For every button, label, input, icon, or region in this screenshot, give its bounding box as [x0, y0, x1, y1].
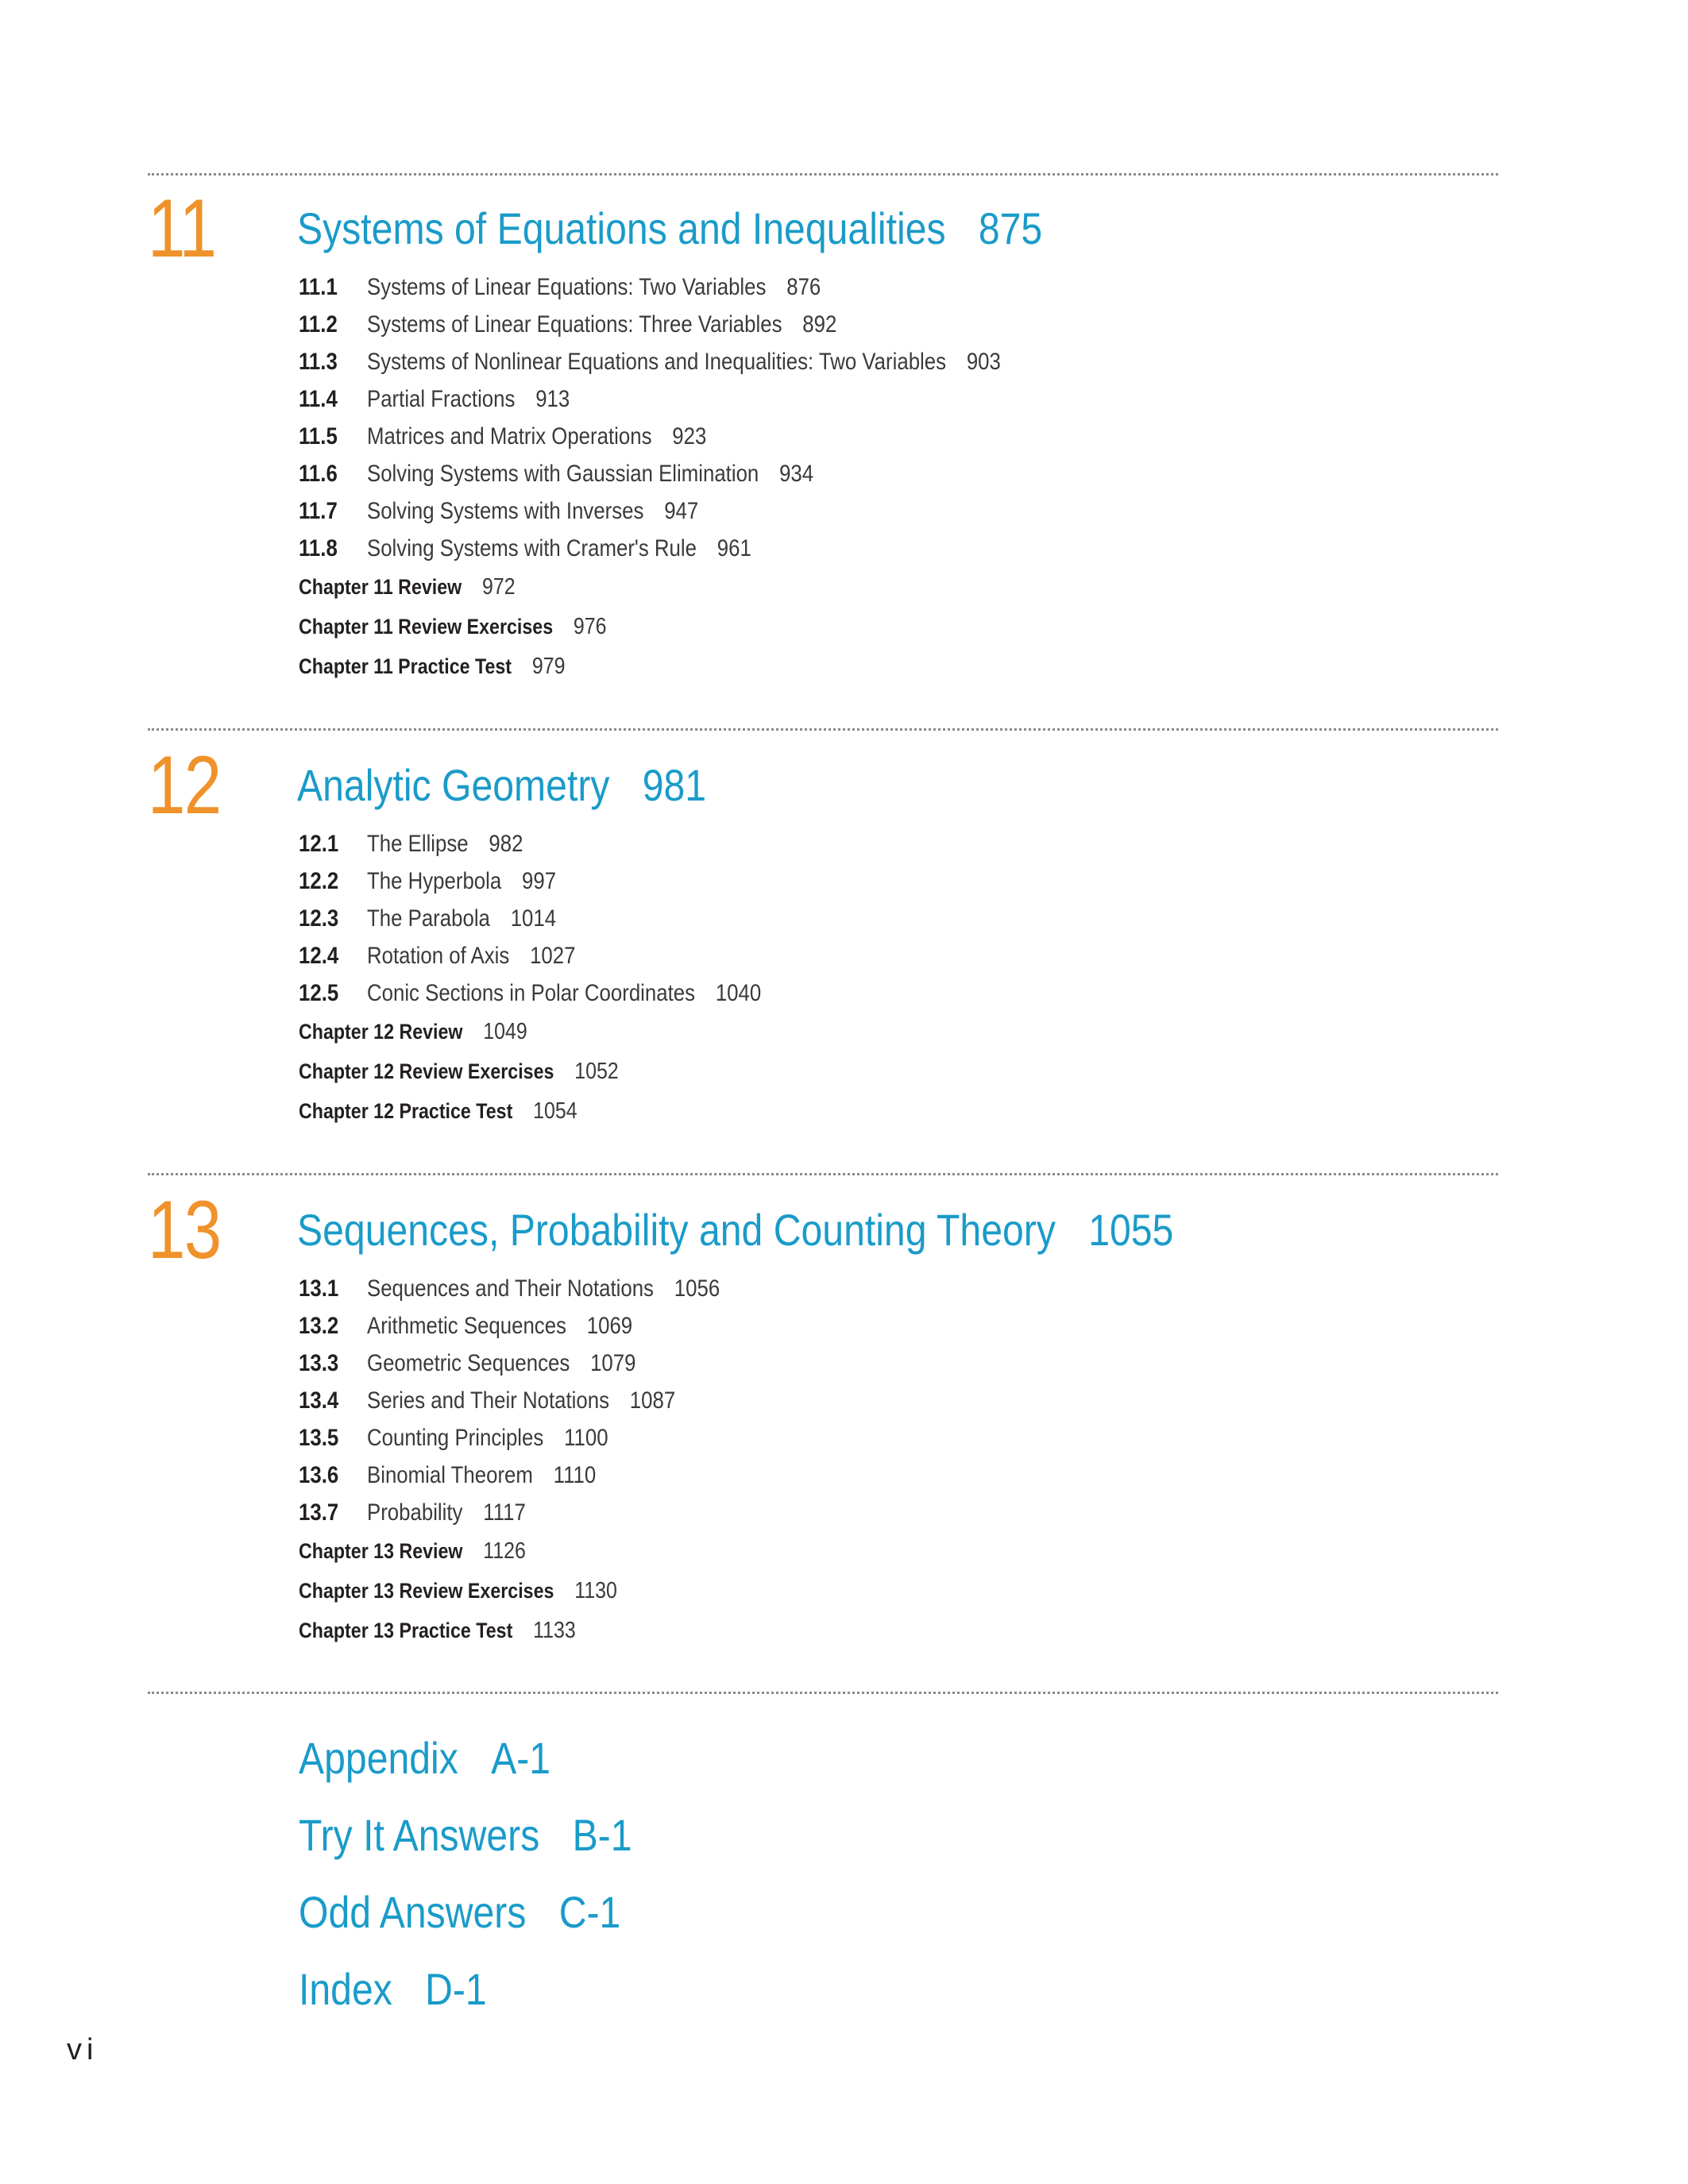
review-label: Chapter 12 Review: [299, 1020, 463, 1044]
toc-try-it-answers[interactable]: [299, 1796, 632, 1873]
section-title: Matrices and Matrix Operations: [367, 423, 652, 450]
review-page: 979: [531, 654, 566, 679]
toc-section[interactable]: [299, 1494, 720, 1531]
toc-review[interactable]: [299, 646, 607, 686]
review-label: Chapter 11 Practice Test: [299, 654, 512, 678]
review-page: 1049: [483, 1019, 527, 1044]
review-page: 1130: [574, 1578, 617, 1603]
section-number: 13.2: [299, 1313, 339, 1339]
review-page: 976: [573, 614, 607, 639]
toc-section[interactable]: [299, 1345, 720, 1382]
review-page: 1133: [533, 1618, 576, 1643]
section-title: Geometric Sequences: [367, 1350, 570, 1376]
section-page: 997: [522, 868, 557, 894]
review-page: 972: [482, 574, 516, 600]
back-page: D-1: [425, 1964, 487, 2014]
section-title: Counting Principles: [367, 1425, 544, 1451]
divider: [148, 1173, 1498, 1175]
back-page: B-1: [572, 1810, 632, 1860]
toc-section[interactable]: [299, 862, 761, 900]
toc-index[interactable]: [299, 1951, 632, 2028]
toc-section[interactable]: [299, 343, 1001, 380]
toc-section[interactable]: [299, 418, 1001, 455]
chapter-page: 875: [978, 203, 1043, 253]
section-title: Systems of Linear Equations: Two Variables: [367, 274, 767, 300]
section-page: 923: [672, 423, 707, 450]
section-title: The Parabola: [367, 905, 490, 932]
review-label: Chapter 11 Review Exercises: [299, 615, 554, 639]
toc-appendix[interactable]: [299, 1719, 632, 1796]
section-title: Solving Systems with Inverses: [367, 498, 644, 524]
section-number: 11.5: [299, 423, 338, 450]
section-list: [299, 268, 1115, 567]
section-title: Solving Systems with Gaussian Elimination: [367, 461, 759, 487]
toc-section[interactable]: [299, 1270, 720, 1307]
chapter-title[interactable]: [297, 203, 1043, 253]
section-title: Arithmetic Sequences: [367, 1313, 566, 1339]
section-page: 876: [786, 274, 821, 300]
chapter-title-text: Analytic Geometry: [297, 760, 610, 810]
toc-review[interactable]: [299, 567, 607, 607]
section-number: 11.6: [299, 461, 338, 487]
section-page: 1100: [564, 1425, 608, 1451]
toc-section[interactable]: [299, 306, 1001, 343]
section-page: 947: [664, 498, 699, 524]
toc-review[interactable]: [299, 607, 607, 646]
section-number: 13.5: [299, 1425, 339, 1451]
chapter-page: 1055: [1088, 1205, 1174, 1255]
toc-section[interactable]: [299, 974, 761, 1012]
divider: [148, 173, 1498, 176]
toc-section[interactable]: [299, 900, 761, 937]
section-page: 934: [779, 461, 814, 487]
section-number: 11.8: [299, 535, 338, 561]
section-number: 11.1: [299, 274, 338, 300]
review-label: Chapter 11 Review: [299, 575, 462, 599]
toc-review[interactable]: [299, 1091, 619, 1131]
chapter-number: 12: [148, 739, 221, 832]
section-number: 11.3: [299, 349, 338, 375]
review-label: Chapter 12 Practice Test: [299, 1099, 513, 1123]
section-title: Series and Their Notations: [367, 1387, 609, 1414]
toc-section[interactable]: [299, 380, 1001, 418]
section-list: [299, 1270, 788, 1531]
toc-section[interactable]: [299, 937, 761, 974]
section-title: Partial Fractions: [367, 386, 516, 412]
toc-odd-answers[interactable]: [299, 1873, 632, 1951]
section-number: 12.5: [299, 980, 339, 1006]
section-page: 1110: [553, 1462, 597, 1488]
section-page: 1014: [510, 905, 557, 932]
toc-section[interactable]: [299, 530, 1001, 567]
section-title: Binomial Theorem: [367, 1462, 533, 1488]
review-label: Chapter 12 Review Exercises: [299, 1059, 554, 1083]
section-number: 11.7: [299, 498, 338, 524]
section-page: 982: [489, 831, 523, 857]
back-title: Odd Answers: [299, 1887, 527, 1937]
chapter-title-text: Sequences, Probability and Counting Theory: [297, 1205, 1056, 1255]
section-number: 11.4: [299, 386, 338, 412]
review-label: Chapter 13 Review Exercises: [299, 1579, 554, 1603]
section-number: 12.1: [299, 831, 339, 857]
section-page: 1087: [629, 1387, 676, 1414]
section-title: The Hyperbola: [367, 868, 502, 894]
section-number: 12.2: [299, 868, 339, 894]
review-list: [299, 567, 657, 686]
review-label: Chapter 13 Practice Test: [299, 1619, 513, 1642]
chapter-number: 11: [148, 183, 216, 275]
section-title: The Ellipse: [367, 831, 469, 857]
section-list: [299, 825, 836, 1012]
back-title: Index: [299, 1964, 392, 2014]
divider: [148, 1692, 1498, 1694]
toc-section[interactable]: [299, 455, 1001, 492]
back-page: A-1: [491, 1733, 551, 1783]
section-page: 1069: [586, 1313, 633, 1339]
toc-section[interactable]: [299, 1419, 720, 1457]
review-list: [299, 1531, 669, 1650]
section-page: 1040: [715, 980, 762, 1006]
section-number: 11.2: [299, 311, 338, 338]
section-title: Systems of Nonlinear Equations and Inequalities: Two Variables: [367, 349, 947, 375]
toc-review[interactable]: [299, 1051, 619, 1091]
section-page: 1117: [483, 1499, 526, 1526]
toc-review[interactable]: [299, 1012, 619, 1051]
section-title: Sequences and Their Notations: [367, 1275, 654, 1302]
divider: [148, 728, 1498, 731]
toc-section[interactable]: [299, 1457, 720, 1494]
section-page: 903: [966, 349, 1001, 375]
section-title: Systems of Linear Equations: Three Variables: [367, 311, 782, 338]
chapter-page: 981: [642, 760, 707, 810]
toc-section[interactable]: [299, 1382, 720, 1419]
section-number: 13.4: [299, 1387, 339, 1414]
section-number: 13.1: [299, 1275, 339, 1302]
section-title: Conic Sections in Polar Coordinates: [367, 980, 696, 1006]
section-number: 13.6: [299, 1462, 339, 1488]
section-page: 1027: [530, 943, 576, 969]
chapter-title[interactable]: [297, 760, 707, 810]
back-title: Try It Answers: [299, 1810, 540, 1860]
page-folio: vi: [67, 2033, 98, 2066]
toc-review[interactable]: [299, 1611, 617, 1650]
section-page: 961: [717, 535, 751, 561]
section-title: Solving Systems with Cramer's Rule: [367, 535, 697, 561]
section-number: 13.7: [299, 1499, 339, 1526]
toc-section[interactable]: [299, 492, 1001, 530]
chapter-title-text: Systems of Equations and Inequalities: [297, 203, 946, 253]
section-page: 913: [535, 386, 570, 412]
section-title: Probability: [367, 1499, 463, 1526]
section-page: 1056: [674, 1275, 720, 1302]
toc-review[interactable]: [299, 1531, 617, 1571]
review-label: Chapter 13 Review: [299, 1539, 463, 1563]
back-page: C-1: [558, 1887, 621, 1937]
section-page: 1079: [590, 1350, 636, 1376]
toc-section[interactable]: [299, 825, 761, 862]
section-page: 892: [802, 311, 837, 338]
chapter-number: 13: [148, 1184, 221, 1276]
review-list: [299, 1012, 670, 1131]
section-number: 12.4: [299, 943, 339, 969]
review-page: 1126: [483, 1538, 526, 1564]
chapter-title[interactable]: [297, 1205, 1174, 1255]
review-page: 1052: [574, 1059, 619, 1084]
toc-review[interactable]: [299, 1571, 617, 1611]
section-number: 12.3: [299, 905, 339, 932]
back-matter-list: [299, 1719, 686, 2028]
review-page: 1054: [533, 1098, 577, 1124]
section-number: 13.3: [299, 1350, 339, 1376]
toc-section[interactable]: [299, 268, 1001, 306]
section-title: Rotation of Axis: [367, 943, 510, 969]
back-title: Appendix: [299, 1733, 458, 1783]
toc-section[interactable]: [299, 1307, 720, 1345]
